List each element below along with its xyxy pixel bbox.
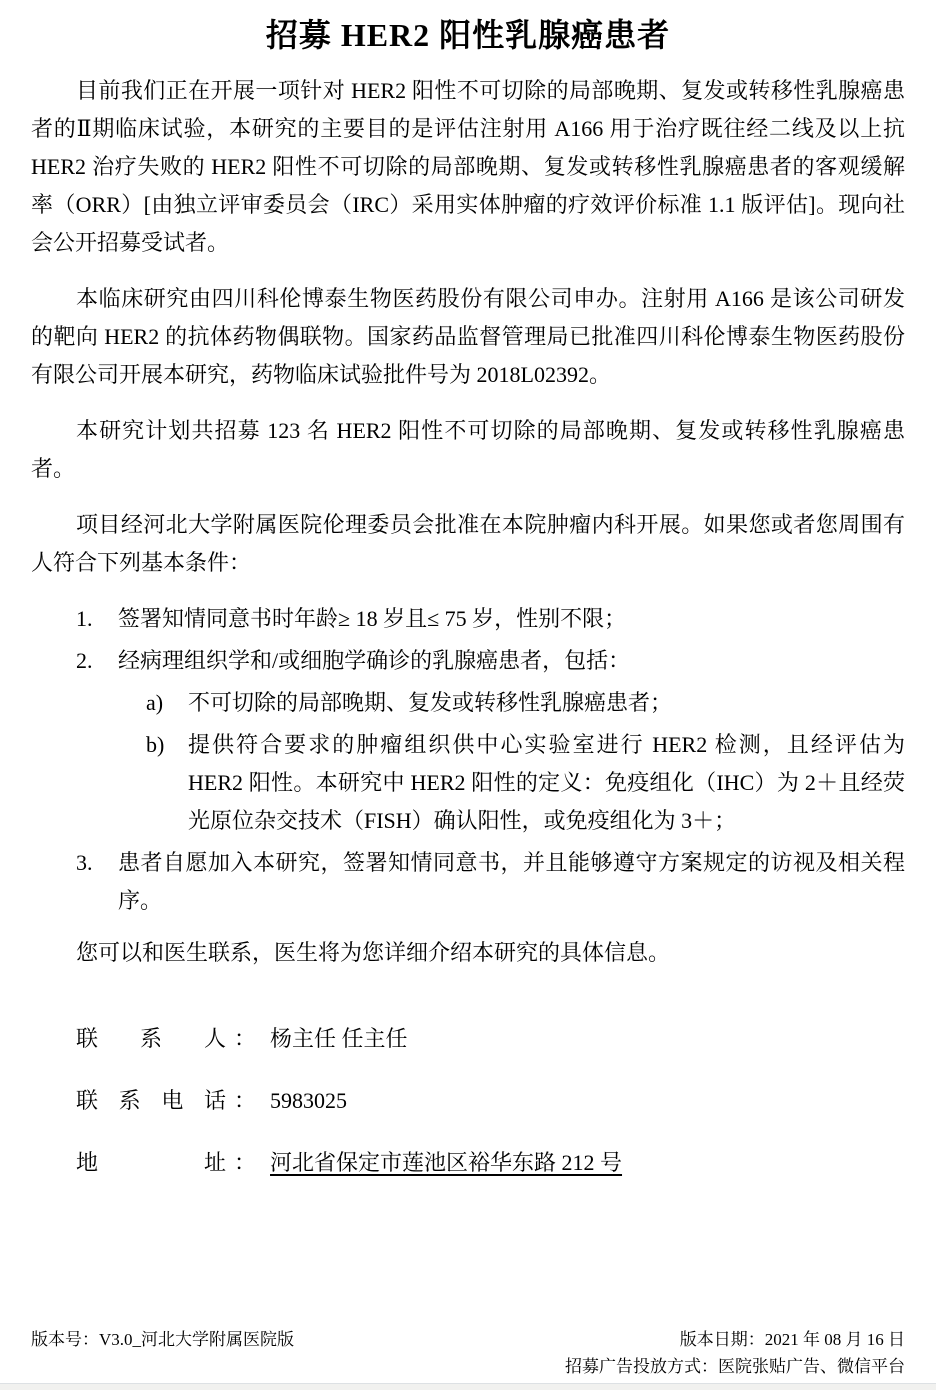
document-footer [31, 1326, 905, 1380]
criteria-subitem-a [146, 684, 905, 722]
contact-block [76, 1020, 905, 1182]
criteria-subitem-b [146, 726, 905, 840]
page-title: 招募 HER2 阳性乳腺癌患者 [265, 17, 671, 53]
contact-person-row [76, 1020, 905, 1058]
sponsor-paragraph: 本临床研究由四川科伦博泰生物医药股份有限公司申办。注射用 A166 是该公司研发的靶向 HER2 的抗体药物偶联物。国家药品监督管理局已批准四川科伦博泰生物医药股份有限公司开展本研究，药物临床试验批件号为 2018L02392。 [31, 286, 905, 387]
criteria-list [76, 600, 905, 920]
version-date: 版本日期：2021 年 08 月 16 日 [679, 1330, 905, 1349]
contact-phone-row [76, 1082, 905, 1120]
criteria-subitem-a-text: 不可切除的局部晚期、复发或转移性乳腺癌患者； [188, 690, 673, 715]
criteria-item-2 [76, 642, 905, 680]
page-bottom-edge [0, 1383, 936, 1390]
criteria-item-2-text: 经病理组织学和/或细胞学确诊的乳腺癌患者，包括： [118, 648, 631, 673]
criteria-item-1 [76, 600, 905, 638]
contact-person-colon: ： [234, 1026, 257, 1051]
criteria-item-3-number: 3. [76, 850, 93, 875]
contact-phone-label: 联系电话 [76, 1088, 226, 1113]
contact-phone-colon: ： [234, 1088, 257, 1113]
contact-address-colon: ： [234, 1150, 257, 1175]
contact-person-label: 联系人 [76, 1026, 226, 1051]
criteria-item-3 [76, 844, 905, 920]
criteria-item-2-number: 2. [76, 648, 93, 673]
intro-paragraph: 目前我们正在开展一项针对 HER2 阳性不可切除的局部晚期、复发或转移性乳腺癌患者的Ⅱ期临床试验，本研究的主要目的是评估注射用 A166 用于治疗既往经二线及以上抗 HER2 治疗失败的 HER2 阳性不可切除的局部晚期、复发或转移性乳腺癌患者的客观缓解率（ORR）[由独立评审委员会（IRC）采用实体肿瘤的疗效评价标准 1.1 版评估]。现向社会公开招募受试者。 [31, 78, 905, 255]
version-number: 版本号：V3.0_河北大学附属医院版 [31, 1330, 295, 1349]
contact-address-value: 河北省保定市莲池区裕华东路 212 号 [270, 1150, 623, 1175]
criteria-item-1-text: 签署知情同意书时年龄≥ 18 岁且≤ 75 岁，性别不限； [118, 606, 627, 631]
criteria-subitem-b-letter: b) [146, 732, 165, 757]
contact-address-row [76, 1144, 905, 1182]
ad-placement-note: 招募广告投放方式：医院张贴广告、微信平台 [565, 1357, 905, 1376]
ethics-paragraph: 项目经河北大学附属医院伦理委员会批准在本院肿瘤内科开展。如果您或者您周围有人符合下列基本条件： [31, 512, 905, 575]
closing-note: 您可以和医生联系，医生将为您详细介绍本研究的具体信息。 [76, 940, 671, 965]
criteria-subitem-a-letter: a) [146, 690, 164, 715]
criteria-subitem-b-text: 提供符合要求的肿瘤组织供中心实验室进行 HER2 检测，且经评估为 HER2 阳性。本研究中 HER2 阳性的定义：免疫组化（IHC）为 2＋且经荧光原位杂交技术（FISH）确认阳性，或免疫组化为 3＋； [188, 732, 905, 833]
footer-right-block [565, 1326, 905, 1380]
contact-address-label: 地址 [76, 1150, 226, 1175]
criteria-sublist [146, 684, 905, 840]
criteria-item-1-number: 1. [76, 606, 93, 631]
contact-phone-value: 5983025 [270, 1088, 348, 1113]
enrollment-paragraph: 本研究计划共招募 123 名 HER2 阳性不可切除的局部晚期、复发或转移性乳腺癌患者。 [31, 418, 905, 481]
criteria-item-3-text: 患者自愿加入本研究，签署知情同意书，并且能够遵守方案规定的访视及相关程序。 [118, 850, 905, 913]
contact-person-value: 杨主任 任主任 [270, 1026, 408, 1051]
